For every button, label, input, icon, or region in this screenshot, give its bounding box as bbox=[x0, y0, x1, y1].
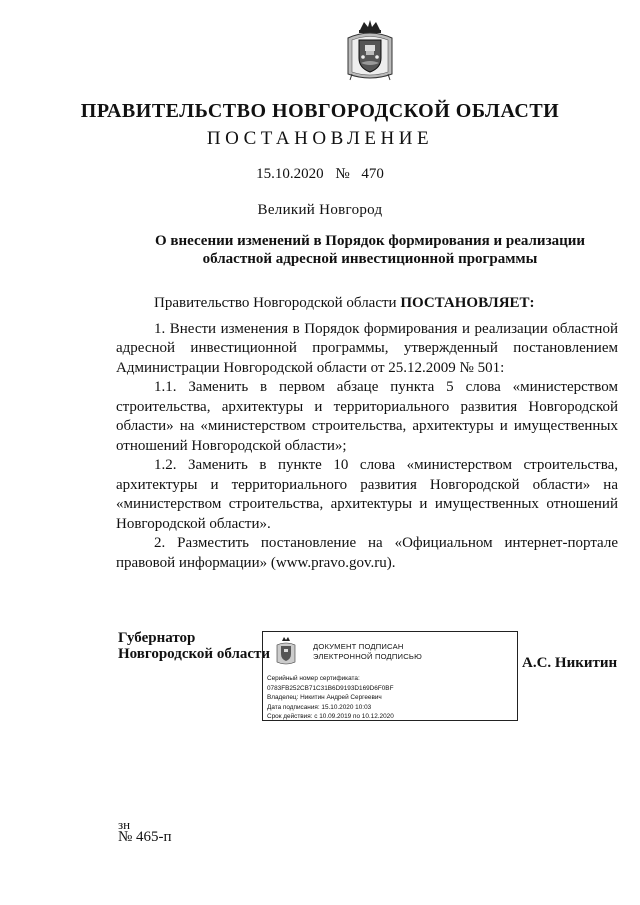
stamp-serial-label: Серийный номер сертификата: bbox=[267, 675, 360, 682]
number-sign: № bbox=[335, 166, 350, 182]
paragraph-2: 2. Разместить постановление на «Официальном интернет-портале правовой информации» (www.pravo.gov.ru). bbox=[116, 535, 618, 571]
coat-of-arms-icon bbox=[275, 636, 297, 666]
document-type: ПОСТАНОВЛЕНИЕ bbox=[206, 128, 434, 149]
stamp-owner: Владелец: Никитин Андрей Сергеевич bbox=[267, 694, 382, 702]
stamp-validity: Срок действия: с 10.09.2019 по 10.12.2020 bbox=[267, 713, 394, 721]
electronic-signature-stamp bbox=[262, 631, 518, 721]
coat-of-arms-icon bbox=[344, 18, 396, 82]
signatory-position bbox=[118, 630, 270, 662]
document-subject bbox=[130, 232, 610, 268]
lead-paragraph bbox=[116, 294, 618, 314]
paragraph-1-1: 1.1. Заменить в первом абзаце пункта 5 слова «министерством строительства, архитектуры и территориального развития Новгородской области» на «министерством строительства, архитектуры и имущественных отношений Новгородской области»; bbox=[116, 379, 618, 454]
lead-bold: ПОСТАНОВЛЯЕТ: bbox=[400, 295, 535, 311]
position-line-1: Губернатор bbox=[118, 630, 196, 646]
stamp-details bbox=[267, 674, 394, 722]
document-date-number bbox=[0, 166, 640, 183]
document-body bbox=[116, 294, 618, 573]
subject-line-1: О внесении изменений в Порядок формирования и реализации bbox=[154, 233, 586, 249]
stamp-signed-date: Дата подписания: 15.10.2020 10:03 bbox=[267, 703, 372, 711]
position-line-2: Новгородской области bbox=[118, 646, 271, 662]
footer-number: № 465-п bbox=[118, 829, 172, 845]
signatory-name: А.С. Никитин bbox=[522, 655, 618, 671]
lead-text: Правительство Новгородской области bbox=[154, 295, 401, 311]
paragraph-1: 1. Внести изменения в Порядок формирования и реализации областной адресной инвестиционной программы, утвержденный постановлением Администрации Новгородской области от 25.12.2009 № 501: bbox=[116, 320, 618, 376]
paragraph-1-2: 1.2. Заменить в пункте 10 слова «министерством строительства, архитектуры и территориального развития Новгородской области» на «министерством строительства, архитектуры и имущественных отношений Новгородской области». bbox=[116, 457, 618, 532]
stamp-header-line-1: ДОКУМЕНТ ПОДПИСАН bbox=[313, 642, 404, 651]
document-city: Великий Новгород bbox=[257, 202, 383, 218]
document-date: 15.10.2020 bbox=[256, 166, 324, 182]
stamp-header bbox=[313, 642, 422, 662]
stamp-serial: 0783FB252CB71C31B6D9193D169D6F0BF bbox=[267, 684, 394, 692]
stamp-header-line-2: ЭЛЕКТРОННОЙ ПОДПИСЬЮ bbox=[313, 652, 422, 661]
government-title: ПРАВИТЕЛЬСТВО НОВГОРОДСКОЙ ОБЛАСТИ bbox=[80, 100, 560, 122]
footer-code: зн bbox=[118, 817, 131, 832]
document-number: 470 bbox=[361, 166, 384, 182]
subject-line-2: областной адресной инвестиционной программы bbox=[202, 251, 538, 267]
